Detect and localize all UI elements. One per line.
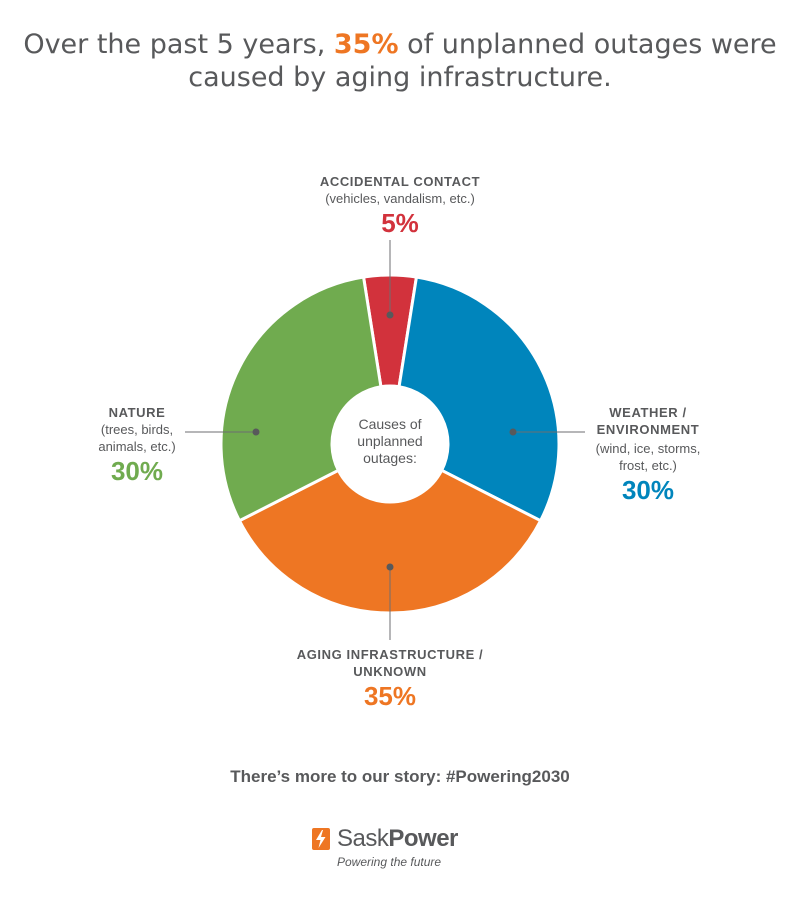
weather-desc-2: frost, etc.) (619, 458, 677, 473)
aging-name-1: AGING INFRASTRUCTURE / (296, 647, 484, 662)
accidental-desc: (vehicles, vandalism, etc.) (325, 191, 475, 206)
accidental-pct: 5% (381, 208, 419, 238)
label-weather-environment (578, 404, 718, 506)
brand-name-light: Sask (337, 825, 389, 852)
nature-pct: 30% (110, 456, 164, 486)
leader-weather-environment-dot (510, 429, 517, 436)
brand-name (337, 826, 458, 852)
saskpower-logo-icon (312, 828, 330, 850)
weather-desc-1: (wind, ice, storms, (595, 441, 701, 456)
headline-stat: 35% (333, 29, 399, 60)
accidental-name: ACCIDENTAL CONTACT (319, 174, 481, 189)
chart-center-label: Causes of unplanned outages: (357, 416, 423, 466)
brand-tagline: Powering the future (337, 855, 442, 869)
leader-nature-dot (253, 429, 260, 436)
weather-name-2: ENVIRONMENT (596, 422, 700, 437)
saskpower-brand (312, 826, 512, 876)
headline-before: Over the past 5 years, (23, 29, 334, 60)
footer-cta: There’s more to our story: #Powering2030 (230, 767, 570, 786)
label-aging-infrastructure (240, 646, 540, 712)
leader-aging-infrastructure-dot (387, 564, 394, 571)
aging-name-2: UNKNOWN (353, 664, 427, 679)
headline-after: of unplanned outages were caused by aging infrastructure. (188, 29, 777, 93)
brand-name-bold: Power (388, 825, 458, 852)
weather-name-1: WEATHER / (609, 405, 687, 420)
nature-name: NATURE (108, 405, 166, 420)
slice-nature (221, 277, 381, 521)
slice-weather-environment (399, 277, 559, 521)
leader-accidental-contact-dot (387, 312, 394, 319)
aging-pct: 35% (363, 681, 417, 711)
nature-desc-2: animals, etc.) (98, 439, 176, 454)
weather-pct: 30% (621, 475, 675, 505)
label-nature (77, 404, 197, 487)
label-accidental-contact (250, 173, 550, 239)
nature-desc-1: (trees, birds, (100, 422, 174, 437)
